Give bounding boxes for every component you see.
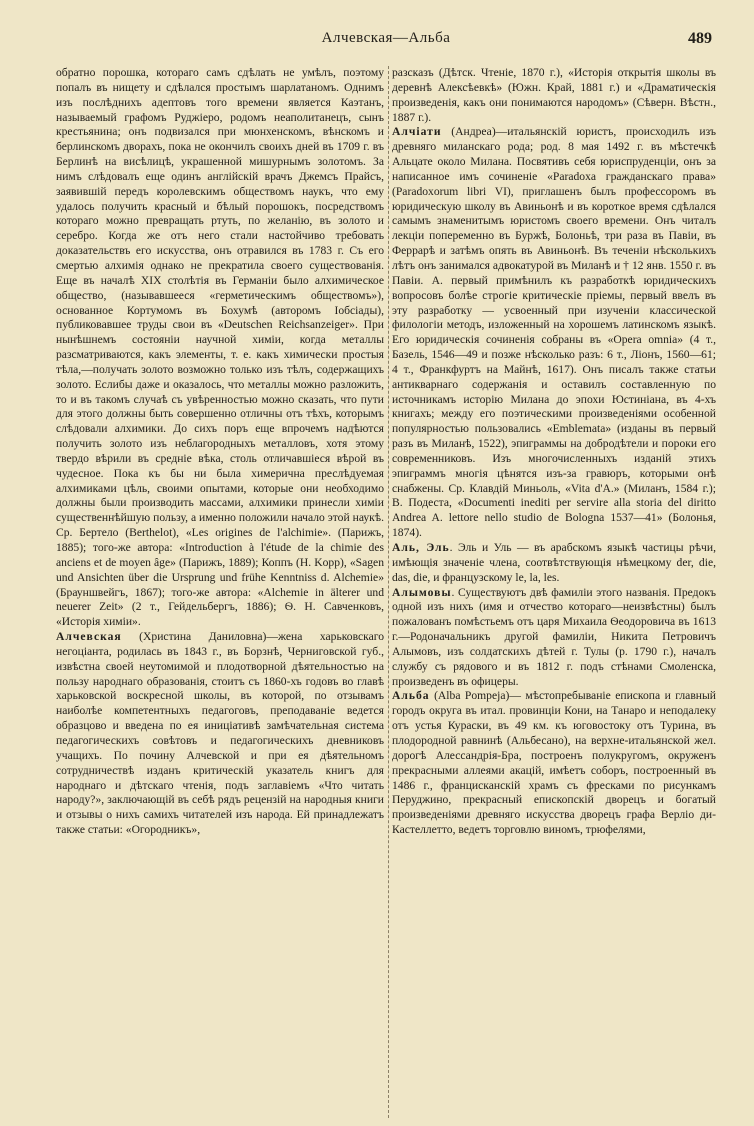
entry-alchevskaya — [56, 630, 384, 838]
entry-headword: Аль, Эль — [392, 541, 450, 554]
entry-text: . Существуютъ двѣ фамиліи этого названія. Предокъ одной изъ нихъ (имя и отчество котораго—неизвѣстны) былъ пожалованъ помѣстьемъ отъ царя Михаила Ѳеодоровича въ 1613 г.—Родоначальникъ другой фамиліи, Никита Петровичъ Алымовъ, изъ солдатскихъ дѣтей г. Тулы (р. 1790 г.), началъ службу съ рядового и въ 1812 г. подъ стѣнами Смоленска, произведенъ въ офицеры. — [392, 585, 716, 688]
entry-alymovy — [392, 586, 716, 690]
entry-alciati — [392, 125, 716, 541]
entry-text: . Эль и Уль — въ арабскомъ языкѣ частицы рѣчи, имѣющія значеніе члена, соотвѣтствующія нѣмецкому der, die, das, die, и французскому le, la, les. — [392, 541, 716, 584]
entry-headword: Альба — [392, 689, 430, 703]
entry-text: (Андреа)—итальянскій юристъ, происходилъ изъ древняго миланскаго рода; род. 8 мая 1492 г. въ мѣстечкѣ Альцате около Милана. Посвятивъ себя юриспруденціи, онъ за написанное имъ сочиненіе «Paradoxa гражданскаго права» (Paradoxorum libri VI), приглашенъ былъ профессоромъ въ юридическую школу въ Авиньонѣ и въ короткое время сдѣлался самымъ знаменитымъ юристомъ своего времени. Онъ читалъ лекціи попеременно въ Буржѣ, Болоньѣ, три раза въ Павіи, въ Феррарѣ и затѣмъ опять въ Авиньонѣ. Въ теченіи нѣсколькихъ лѣтъ онъ занимался адвокатурой въ Миланѣ и † 12 янв. 1550 г. въ Павіи. А. первый примѣнилъ къ разработкѣ юридическихъ вопросовъ болѣе строгіе критическіе пріемы, первый ввелъ въ эту разработку — усвоенный при изученіи классической филологіи методъ, изложенный на хорошемъ латинскомъ языкѣ. Его юридическія сочиненія собраны въ «Opera omnia» (4 т., Базель, 1546—49 и позже нѣсколько разъ: 6 т., Ліонъ, 1560—61; 4 т., Франкфуртъ на Майнѣ, 1617). Онъ писалъ также статьи антикварнаго содержанія и оставилъ составленную по источникамъ исторію Милана до эпохи Юстиніана, въ 4-хъ книгахъ; между его поэтическими произведеніями особенной популярностью пользовались «Emblemata» (изданы въ первый разъ въ Миланѣ, 1522), эпиграммы на добродѣтели и пороки его современниковъ. Изъ многочисленныхъ изданій этихъ эпиграммъ многія цѣнятся изъ-за гравюръ, которыми онѣ снабжены. Ср. Клавдій Миньоль, «Vita d'A.» (Миланъ, 1584 г.); В. Подеста, «Documenti inediti per servire alla storia del diritto Andrea A. lettore nello studio de Bologna 1537—41» (Болонья, 1874). — [392, 125, 716, 540]
entry-alba — [392, 689, 716, 837]
entry-al-el — [392, 541, 716, 586]
entry-text: (Христина Даниловна)—жена харьковскаго негоціанта, родилась въ 1843 г., въ Борзнѣ, Черниговской губ., извѣстна своей неутомимой и плодотворной дѣятельностью на пользу народнаго образованія, стоитъ съ 1860-хъ годовъ во главѣ харьковской воскресной школы, въ которой, по отзывамъ наиболѣе компетентныхъ педагоговъ, преподаваніе ведется образцово и введена по ея иниціативѣ замѣчательная система педагогическихъ совѣтовъ и педагогическихъ дневниковъ учащихъ. По почину Алчевской и при ея дѣятельномъ сотрудничествѣ изданъ критическій указатель книгъ для народнаго и дѣтскаго чтенія, подъ заглавіемъ «Что читать народу?», заключающій въ себѣ рядъ рецензій на народныя книги и отзывы о нихъ самихъ читателей изъ народа. Ей принадлежатъ также статьи: «Огородникъ», — [56, 630, 384, 837]
entry-text: обратно порошка, котораго самъ сдѣлать не умѣлъ, поэтому попалъ въ нищету и сдѣлался простымъ шарлатаномъ. Однимъ изъ послѣднихъ адептовъ того времени является Каэтанъ, называемый графомъ Руджіеро, родомъ неаполитанецъ, сынъ крестьянина; онъ подвизался при мюнхенскомъ, вѣнскомъ и берлинскомъ дворахъ, пока не окончилъ своихъ дней въ 1709 г. въ Берлинѣ на висѣлицѣ, украшенной мишурнымъ золотомъ. За нимъ слѣдовалъ еще одинъ англійскій врачъ Джемсъ Прайсъ, заявившій передъ королевскимъ обществомъ наукъ, что ему удалось получить красный и бѣлый порошокъ, посредствомъ котораго можно превращать ртуть, по желанію, въ золото и серебро. Когда же отъ него стали настойчиво требовать доказательствъ его искусства, онъ отравился въ 1783 г. Съ его смертью алхимія однако не прекратила своего существованія. Еще въ началѣ XIX столѣтія въ Германіи было алхимическое общество, (называвшееся «герметическимъ обществомъ»), основанное Кортумомъ въ Бохумѣ (авторомъ Іобсіады), публиковавшее труды свои въ «Deutschen Reichsanzeiger». При нынѣшнемъ состояніи научной химіи, когда металлы разсматриваются, какъ элементы, т. е. какъ химически простыя тѣла,—получать золото возможно только изъ тѣлъ, содержащихъ золото. Еслибы даже и оказалось, что металлы можно разложить, то и въ такомъ случаѣ съ увѣренностью можно сказать, что пути для этого должны быть совершенно отличны отъ тѣхъ, которымъ слѣдовали алхимики. До сихъ поръ еще впрочемъ надѣются получить золото изъ неблагородныхъ металловъ, хотя этому твердо вѣрили въ средніе вѣка, столь отличавшіеся вѣрой въ чудесное. Пока къ бы ни была химерична преслѣдуемая алхимиками цѣль, своими опытами, которые они необходимо должны были производить массами, алхимики принесли химіи существеннѣйшую пользу, а именно положили начало этой наукѣ. Ср. Бертело (Berthelot), «Les origines de l'alchimie». (Парижъ, 1885); того-же автора: «Introduction à l'étude de la chimie des anciens et de moyen âge» (Парижъ, 1889); Коппъ (H. Kopp), «Sagen und Ansichten über die Ursprung und frühe Kenntniss d. Alchemie» (Брауншвейгъ, 1867); того-же автора: «Alchemie in älterer und neuerer Zeit» (2 т., Гейдельбергъ, 1886); Ѳ. Н. Савченковъ, «Исторія химіи». — [56, 66, 384, 629]
entry-alchemy-continuation — [56, 66, 384, 630]
column-divider — [388, 66, 389, 1118]
left-column — [56, 66, 384, 1118]
right-column — [392, 66, 716, 1118]
entry-alchevskaya-continuation — [392, 66, 716, 125]
running-title: Алчевская—Альба — [321, 30, 451, 46]
entry-headword: Алымовы — [392, 585, 452, 599]
entry-text: (Alba Pompeja)— мѣстопребываніе епископа и главный городъ округа въ итал. провинціи Кони, на Танаро и неподалеку отъ устья Кураски, въ 49 км. къ юговостоку отъ Турина, въ плодородной равнинѣ (Альбесано), на верхне-итальянской жел. дорогѣ Алессандрія-Бра, построенъ полукругомъ, окруженъ прекрасными аллеями акацій, имѣетъ соборъ, построенный въ 1486 г., францисканскій храмъ съ фресками по рисункамъ Перуджино, прекрасный епископскій дворецъ и богатый произведеніями древняго искусства дворецъ графа Верліо ди-Кастеллетто, ведетъ торговлю виномъ, трюфелями, — [392, 689, 716, 837]
entry-headword: Алчіати — [392, 125, 442, 139]
entry-text: разсказъ (Дѣтск. Чтеніе, 1870 г.), «Исторія открытія школы въ деревнѣ Алексѣевкѣ» (Южн. Край, 1881 г.) и «Драматическія произведенія, какъ они понимаются народомъ» (Сѣверн. Вѣстн., 1887 г.). — [392, 66, 716, 124]
page-number: 489 — [688, 30, 712, 47]
entry-headword: Алчевская — [56, 630, 122, 644]
running-header — [60, 30, 712, 54]
